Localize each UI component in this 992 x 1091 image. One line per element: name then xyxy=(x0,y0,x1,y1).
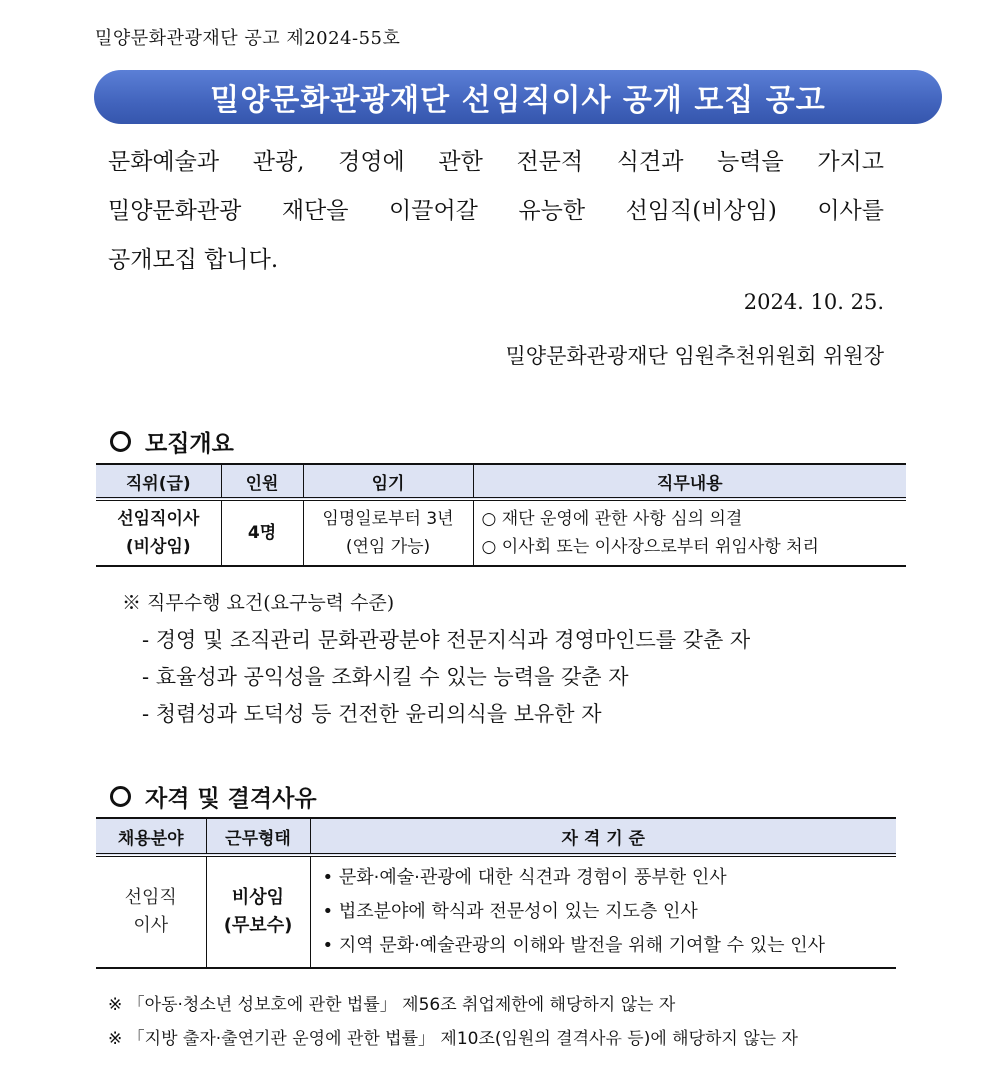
intro-line-2: 밀양문화관광 재단을 이끌어갈 유능한 선임직(비상임) 이사를 xyxy=(108,198,884,224)
intro-paragraph xyxy=(108,138,884,285)
footnote-1: ※ 「아동·청소년 성보호에 관한 법률」 제56조 취업제한에 해당하지 않는 자 xyxy=(108,995,676,1015)
header-term: 임기 xyxy=(303,464,473,499)
field-line-2: 이사 xyxy=(133,915,169,936)
section-heading-overview xyxy=(110,425,234,458)
circle-bullet-icon xyxy=(110,431,131,452)
duty-item-1: ○ 재단 운영에 관한 사항 심의 의결 xyxy=(481,509,743,529)
cell-count: 4명 xyxy=(221,499,303,566)
signer: 밀양문화관광재단 임원추천위원회 위원장 xyxy=(505,344,884,368)
duty-item-2: ○ 이사회 또는 이사장으로부터 위임사항 처리 xyxy=(481,537,819,557)
requirements-heading: ※ 직무수행 요건(요구능력 수준) xyxy=(122,592,395,614)
notice-date: 2024. 10. 25. xyxy=(743,290,884,314)
cell-duties xyxy=(473,499,906,566)
criteria-item-1: • 문화·예술·관광에 대한 식견과 경험이 풍부한 인사 xyxy=(322,867,727,888)
header-type: 근무형태 xyxy=(206,818,310,855)
table-row xyxy=(96,499,906,566)
header-count: 인원 xyxy=(221,464,303,499)
header-position: 직위(급) xyxy=(96,464,221,499)
table-header-row xyxy=(96,818,896,855)
field-line-1: 선임직 xyxy=(124,887,177,908)
cell-term xyxy=(303,499,473,566)
type-line-1: 비상임 xyxy=(231,887,285,908)
position-line-2: (비상임) xyxy=(125,537,191,557)
section-heading-label: 자격 및 결격사유 xyxy=(145,786,317,812)
header-field: 채용분야 xyxy=(96,818,206,855)
cell-type xyxy=(206,855,310,968)
criteria-item-3: • 지역 문화·예술관광의 이해와 발전을 위해 기여할 수 있는 인사 xyxy=(322,935,826,956)
table-header-row xyxy=(96,464,906,499)
overview-table xyxy=(96,463,906,567)
list-item: - 효율성과 공익성을 조화시킬 수 있는 능력을 갖춘 자 xyxy=(142,665,629,689)
cell-position xyxy=(96,499,221,566)
intro-line-1: 문화예술과 관광, 경영에 관한 전문적 식견과 능력을 가지고 xyxy=(108,149,884,175)
circle-bullet-icon xyxy=(110,786,131,807)
criteria-item-2: • 법조분야에 학식과 전문성이 있는 지도층 인사 xyxy=(322,901,698,922)
position-line-1: 선임직이사 xyxy=(117,509,200,529)
term-line-1: 임명일로부터 3년 xyxy=(322,509,454,529)
header-criteria: 자 격 기 준 xyxy=(310,818,896,855)
header-duties: 직무내용 xyxy=(473,464,906,499)
page-title: 밀양문화관광재단 선임직이사 공개 모집 공고 xyxy=(210,83,826,118)
type-line-2: (무보수) xyxy=(223,915,293,936)
section-heading-label: 모집개요 xyxy=(145,431,234,457)
cell-criteria xyxy=(310,855,896,968)
term-line-2: (연임 가능) xyxy=(345,537,431,557)
requirements-list xyxy=(142,622,750,733)
intro-line-3: 공개모집 합니다. xyxy=(108,247,279,273)
qualification-table xyxy=(96,817,896,969)
footnote-2: ※ 「지방 출자·출연기관 운영에 관한 법률」 제10조(임원의 결격사유 등)에 해당하지 않는 자 xyxy=(108,1029,798,1049)
list-item: - 청렴성과 도덕성 등 건전한 윤리의식을 보유한 자 xyxy=(142,702,602,726)
title-banner xyxy=(94,70,942,124)
cell-field xyxy=(96,855,206,968)
notice-number: 밀양문화관광재단 공고 제2024-55호 xyxy=(95,28,401,49)
section-heading-qualification xyxy=(110,780,317,813)
list-item: - 경영 및 조직관리 문화관광분야 전문지식과 경영마인드를 갖춘 자 xyxy=(142,628,751,652)
table-row xyxy=(96,855,896,968)
